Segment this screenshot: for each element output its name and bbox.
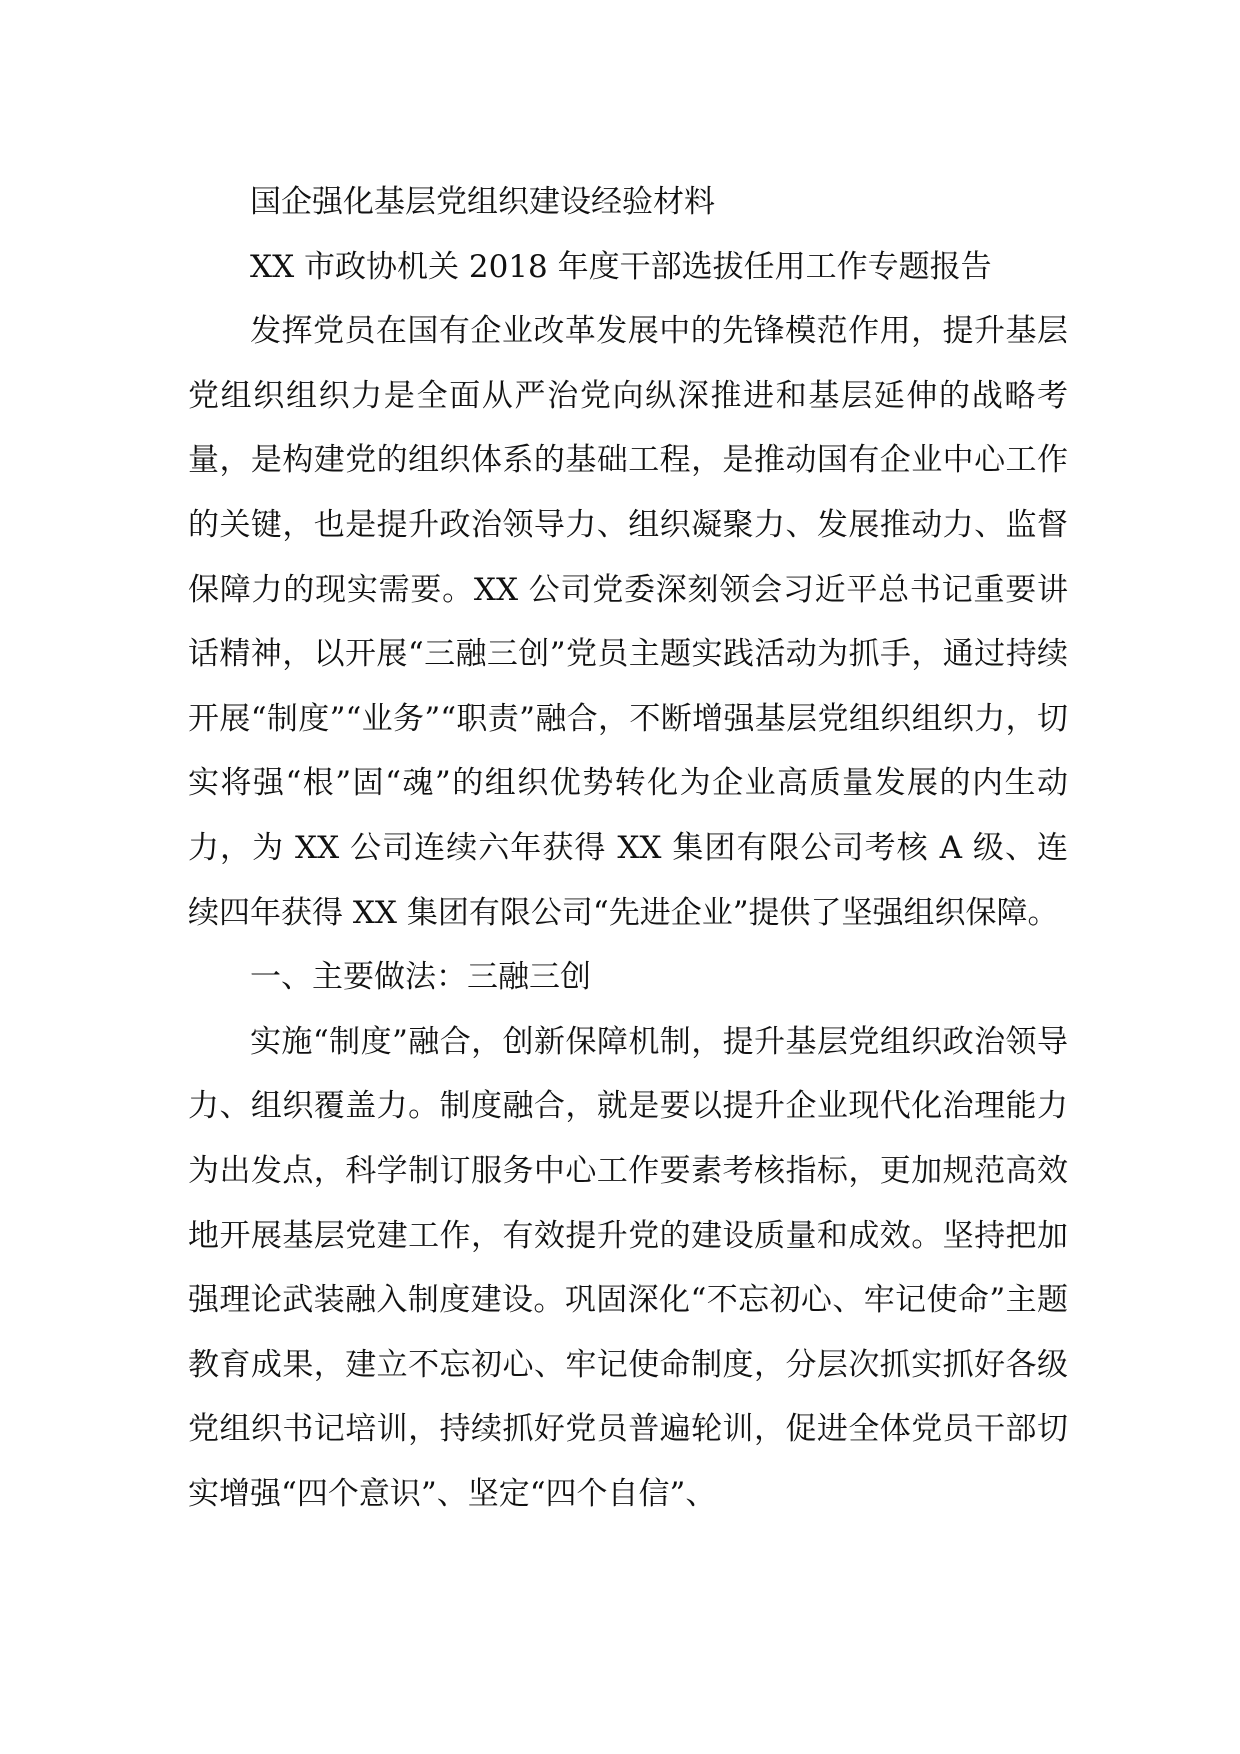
section-heading: 一、主要做法：三融三创	[250, 959, 591, 996]
document-body	[188, 170, 1068, 1526]
intro-paragraph: 发挥党员在国有企业改革发展中的先锋模范作用，提升基层党组织组织力是全面从严治党向纵深推进和基层延伸的战略考量，是构建党的组织体系的基础工程，是推动国有企业中心工作的关键，也是提升政治领导力、组织凝聚力、发展推动力、监督保障力的现实需要。XX 公司党委深刻领会习近平总书记重要讲话精神，以开展“三融三创”党员主题实践活动为抓手，通过持续开展“制度”“业务”“职责”融合，不断增强基层党组织组织力，切实将强“根”固“魂”的组织优势转化为企业高质量发展的内生动力，为 XX 公司连续六年获得 XX 集团有限公司考核 A 级、连续四年获得 XX 集团有限公司“先进企业”提供了坚强组织保障。	[188, 313, 1068, 931]
document-subtitle: XX 市政协机关 2018 年度干部选拔任用工作专题报告	[250, 248, 992, 285]
section-paragraph: 实施“制度”融合，创新保障机制，提升基层党组织政治领导力、组织覆盖力。制度融合，就是要以提升企业现代化治理能力为出发点，科学制订服务中心工作要素考核指标，更加规范高效地开展基层党建工作，有效提升党的建设质量和成效。坚持把加强理论武装融入制度建设。巩固深化“不忘初心、牢记使命”主题教育成果，建立不忘初心、牢记使命制度，分层次抓实抓好各级党组织书记培训，持续抓好党员普遍轮训，促进全体党员干部切实增强“四个意识”、坚定“四个自信”、	[188, 1023, 1068, 1512]
document-title: 国企强化基层党组织建设经验材料	[250, 184, 715, 220]
